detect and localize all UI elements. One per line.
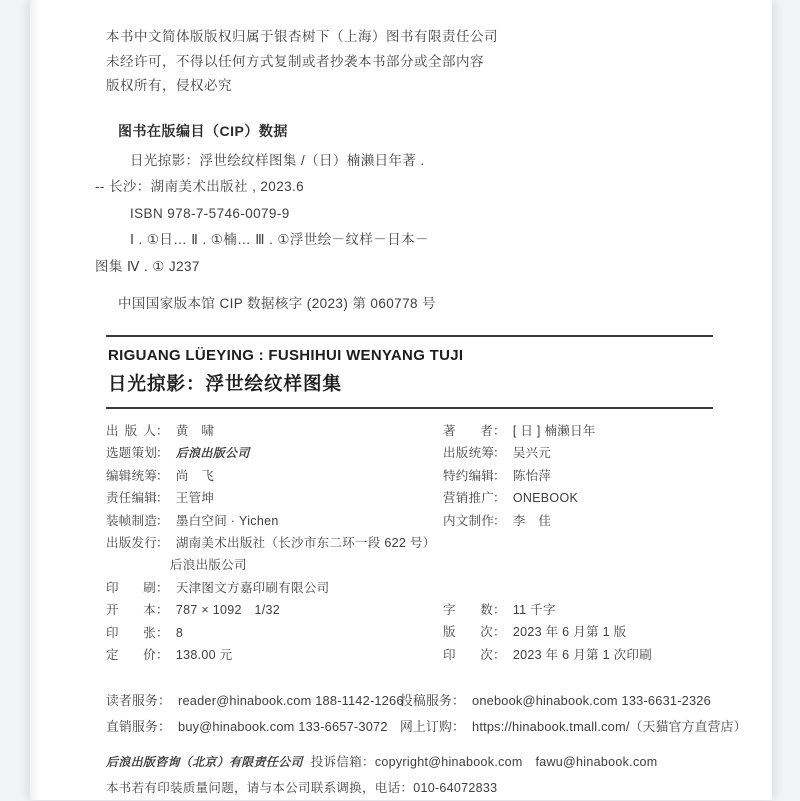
info-label: 责任编辑 <box>106 491 158 506</box>
info-row-format <box>106 599 436 621</box>
publication-info-right <box>443 420 652 666</box>
info-value: 吴兴元 <box>512 446 552 461</box>
colon: ： <box>452 719 465 734</box>
colon: ： <box>493 603 506 618</box>
info-label: 内文制作 <box>443 513 495 528</box>
info-row-publisher-person <box>106 420 436 442</box>
info-row-editorial-coordination <box>106 465 436 487</box>
info-row-marketing <box>443 487 652 509</box>
info-value: ONEBOOK <box>512 491 579 506</box>
cip-line: Ⅰ . ①日… Ⅱ . ①楠… Ⅲ . ①浮世绘－纹样－日本－ <box>130 232 429 247</box>
copyright-notice-line: 本书中文简体版版权归属于银杏树下（上海）图书有限责任公司 <box>106 29 498 44</box>
colon: ： <box>452 693 465 708</box>
info-label: 字数 <box>443 603 493 618</box>
info-row-typesetting <box>443 510 652 532</box>
info-value: 787 × 1092 1/32 <box>175 603 281 618</box>
info-label: 开本 <box>106 603 156 618</box>
publication-info-left <box>106 420 436 666</box>
colon: ： <box>158 719 171 734</box>
colon: ： <box>156 424 169 438</box>
title-pinyin: RIGUANG LÜEYING : FUSHIHUI WENYANG TUJI <box>108 347 464 364</box>
service-value: buy@hinabook.com 133-6657-3072 <box>178 719 388 734</box>
colon: ： <box>156 468 169 483</box>
info-label: 著者 <box>443 424 493 438</box>
info-value: 138.00 元 <box>175 648 233 663</box>
colon: ： <box>156 513 169 528</box>
cip-line: ISBN 978-7-5746-0079-9 <box>130 205 290 221</box>
colon: ： <box>156 603 169 618</box>
service-label: 读者服务 <box>106 693 158 708</box>
cip-heading: 图书在版编目（CIP）数据 <box>118 122 288 139</box>
colon: ： <box>156 580 169 595</box>
cip-line: 日光掠影：浮世绘纹样图集 /（日）楠濑日年著 . <box>130 152 425 168</box>
copyright-notice-line: 版权所有，侵权必究 <box>106 78 232 93</box>
publication-info <box>106 420 713 667</box>
colon: ： <box>493 647 506 662</box>
info-label: 出版人 <box>106 424 156 438</box>
info-label: 出版统筹 <box>443 446 495 461</box>
info-label: 定价 <box>106 648 156 663</box>
info-label: 印张 <box>106 625 156 640</box>
colon: ： <box>156 446 169 461</box>
colon: ： <box>493 625 506 640</box>
service-label: 投稿服务 <box>400 693 452 708</box>
cip-record: 中国国家版本馆 CIP 数据核字 (2023) 第 060778 号 <box>118 296 436 311</box>
info-label: 印次 <box>443 647 493 662</box>
colon: ： <box>493 424 506 438</box>
column-spacer <box>443 532 652 599</box>
info-value: 陈怡萍 <box>512 468 552 483</box>
colon: ： <box>493 491 506 506</box>
info-value: [ 日 ] 楠濑日年 <box>512 424 596 438</box>
colon: ： <box>156 491 169 506</box>
info-label: 选题策划 <box>106 446 158 461</box>
service-reader <box>106 688 404 714</box>
service-label: 直销服务 <box>106 719 158 734</box>
colon: ： <box>493 513 506 528</box>
info-value: 王管坤 <box>175 491 215 506</box>
info-row-author <box>443 420 652 442</box>
houlang-logo-text: 后浪出版公司 <box>175 446 250 461</box>
info-row-topic-planning <box>106 442 436 464</box>
info-row-word-count <box>443 599 652 621</box>
services-section <box>106 688 747 740</box>
info-row-design <box>106 510 436 532</box>
services-row <box>106 688 713 714</box>
colon: ： <box>156 536 169 551</box>
services-row <box>106 714 747 740</box>
cip-section <box>95 121 713 313</box>
service-value: onebook@hinabook.com 133-6631-2326 <box>472 693 711 708</box>
cip-body <box>95 148 713 281</box>
info-value: 尚 飞 <box>175 468 215 483</box>
service-label: 网上订购 <box>400 719 452 734</box>
service-online-order <box>400 714 747 740</box>
info-label: 印刷 <box>106 580 156 595</box>
info-value: 墨白空间 · Yichen <box>175 513 279 528</box>
info-label: 编辑统筹 <box>106 468 158 483</box>
copyright-notice-line: 未经许可，不得以任何方式复制或者抄袭本书部分或全部内容 <box>106 53 484 69</box>
info-value: 后浪出版公司 <box>170 558 247 573</box>
houlang-company-logo-text: 后浪出版咨询（北京）有限责任公司 <box>106 755 303 769</box>
info-value: 8 <box>175 625 184 640</box>
info-value: 天津图文方嘉印刷有限公司 <box>175 580 330 595</box>
colophon-content <box>95 14 747 801</box>
info-value: 湖南美术出版社（长沙市东二环一段 622 号） <box>175 536 436 551</box>
info-value: 黄 啸 <box>175 424 215 438</box>
info-value: 11 千字 <box>512 603 556 618</box>
footer-quality-line: 本书若有印装质量问题，请与本公司联系调换，电话：010-64072833 <box>106 781 498 795</box>
info-row-printer <box>106 577 436 599</box>
page-title: 日光掠影：浮世绘纹样图集 <box>108 373 343 394</box>
info-label: 出版发行 <box>106 536 158 551</box>
info-label: 营销推广 <box>443 491 495 506</box>
info-row-contributing-editor <box>443 465 652 487</box>
info-row-sheets <box>106 622 436 644</box>
info-row-printing <box>443 644 652 666</box>
colon: ： <box>156 625 169 640</box>
cip-line: 图集 Ⅳ . ① J237 <box>95 258 200 274</box>
footer-complaint-line <box>106 749 713 775</box>
colon: ： <box>493 468 506 483</box>
colon: ： <box>158 693 171 708</box>
book-page <box>30 0 772 800</box>
copyright-notice <box>106 25 713 99</box>
info-row-publisher <box>106 532 436 554</box>
info-label: 装帧制造 <box>106 513 158 528</box>
info-row-publishing-coordination <box>443 442 652 464</box>
info-row-responsible-editor <box>106 487 436 509</box>
info-row-publisher-cont <box>170 554 436 576</box>
footer-section <box>106 749 713 801</box>
colon: ： <box>493 446 506 461</box>
service-submission <box>400 688 711 714</box>
info-label: 版次 <box>443 625 493 640</box>
service-value: https://hinabook.tmall.com/（天猫官方直营店） <box>472 719 747 734</box>
footer-complaint-text: 投诉信箱：copyright@hinabook.com fawu@hinabook.com <box>310 755 658 769</box>
info-label: 特约编辑 <box>443 468 495 483</box>
colon: ： <box>156 648 169 663</box>
service-direct-sales <box>106 714 400 740</box>
info-row-price <box>106 644 436 666</box>
info-value: 李 佳 <box>512 513 552 528</box>
cip-line: -- 长沙：湖南美术出版社 , 2023.6 <box>95 179 305 194</box>
info-row-edition <box>443 621 652 643</box>
service-value: reader@hinabook.com 188-1142-1266 <box>178 693 404 708</box>
title-block <box>106 335 713 409</box>
info-value: 2023 年 6 月第 1 次印刷 <box>512 647 652 662</box>
info-value: 2023 年 6 月第 1 版 <box>512 625 627 640</box>
